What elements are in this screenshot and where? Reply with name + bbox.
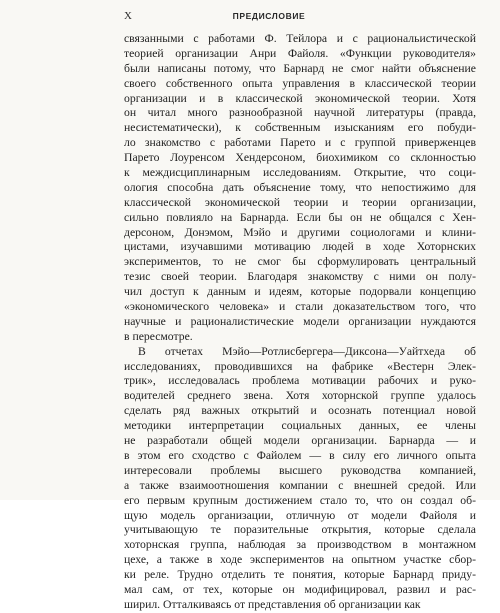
text-line: своего собственного опыта управления в классической теории [124,76,476,90]
text-line: В отчетах Мэйо—Ротлисбергера—Диксона—Уайтхеда об [138,344,476,358]
text-line: его первым крупным достижением стало то, что он создал об- [124,493,476,507]
text-line: хоторнская группа, наблюдая за производством в монтажном [124,538,476,552]
text-line: Парето Лоуренсом Хендерсоном, биохимиком со склонностью [124,151,476,165]
paragraph [124,32,476,345]
text-line: были написаны потому, что Барнард не смог найти объяснение [124,61,476,75]
page-number: X [124,10,133,22]
text-line: методики интерпретации социальных данных, ее члены [124,419,476,433]
text-line: сильно повлияло на Барнарда. Если бы он не общался с Хен- [124,210,476,224]
text-line: сделать ряд важных открытий и осознать потенциал новой [124,404,476,418]
text-line: он читал много разнообразной научной литературы (правда, [124,106,476,120]
text-line: учитывающую те поразительные открытия, которые сделала [124,523,476,537]
text-line: а также взаимоотношения компании с внешней средой. Или [124,478,476,492]
text-line: ло знакомство с работами Парето и с группой приверженцев [124,136,476,150]
running-title: ПРЕДИСЛОВИЕ [232,11,306,21]
text-line: тезис своей теории. Благодаря знакомству с ними он полу- [124,270,476,284]
text-line: щую модель организации, отличную от модели Файоля и [124,508,476,522]
text-line: мал сам, от тех, которые он модифицировал, развил и рас- [124,582,476,596]
text-line: экспериментов, то не смог бы сформулировать центральный [124,255,476,269]
text-line: к междисциплинарным исследованиям. Открытие, что соци- [124,166,476,180]
text-line: в пересмотре. [124,329,193,343]
text-line: интересовали проблемы высшего руководства компанией, [124,463,476,477]
text-line: теорией организации Анри Файоля. «Функции руководителя» [124,46,476,60]
text-line: дерсоном, Донэмом, Мэйо и другими социологами и клини- [124,225,476,239]
text-line: «экономического человека» и стали доказательством того, что [124,300,476,314]
text-line: трик», исследовалась проблема мотивации рабочих и руко- [124,374,476,388]
text-line: ширил. Отталкиваясь от представления об организации как [124,597,421,611]
text-line: не разработали общей модели организации. Барнарда — и [124,434,476,448]
text-line: научные и рационалистические модели организации нуждаются [124,314,476,328]
text-line: чил доступ к данным и идеям, которые подорвали концепцию [124,285,476,299]
text-line: в этом его сходство с Файолем — в силу его личного опыта [124,448,476,462]
paragraph [124,345,476,613]
text-line: цистами, изучавшими мотивацию людей в ходе Хоторнских [124,240,476,254]
text-line: ки реле. Трудно отделить те понятия, которые Барнард приду- [124,568,476,582]
text-line: организации и в классической экономической теории. Хотя [124,91,476,105]
text-line: классической экономической теории и теории организации, [124,195,476,209]
text-line: несистематически), к собственным изысканиям его побуди- [124,121,476,135]
body-text [124,32,476,613]
text-line: исследованиях, проводившихся на фабрике «Вестерн Элек- [124,359,476,373]
text-line: цехе, а также в ходе экспериментов на опытном участке сбор- [124,553,476,567]
page-header [124,10,414,26]
text-line: связанными с работами Ф. Тейлора и с рациональистической [124,32,476,45]
text-line: ология способна дать объяснение тому, что непостижимо для [124,180,476,194]
text-line: водителей среднего звена. Хотя хоторнской группе удалось [124,389,476,403]
